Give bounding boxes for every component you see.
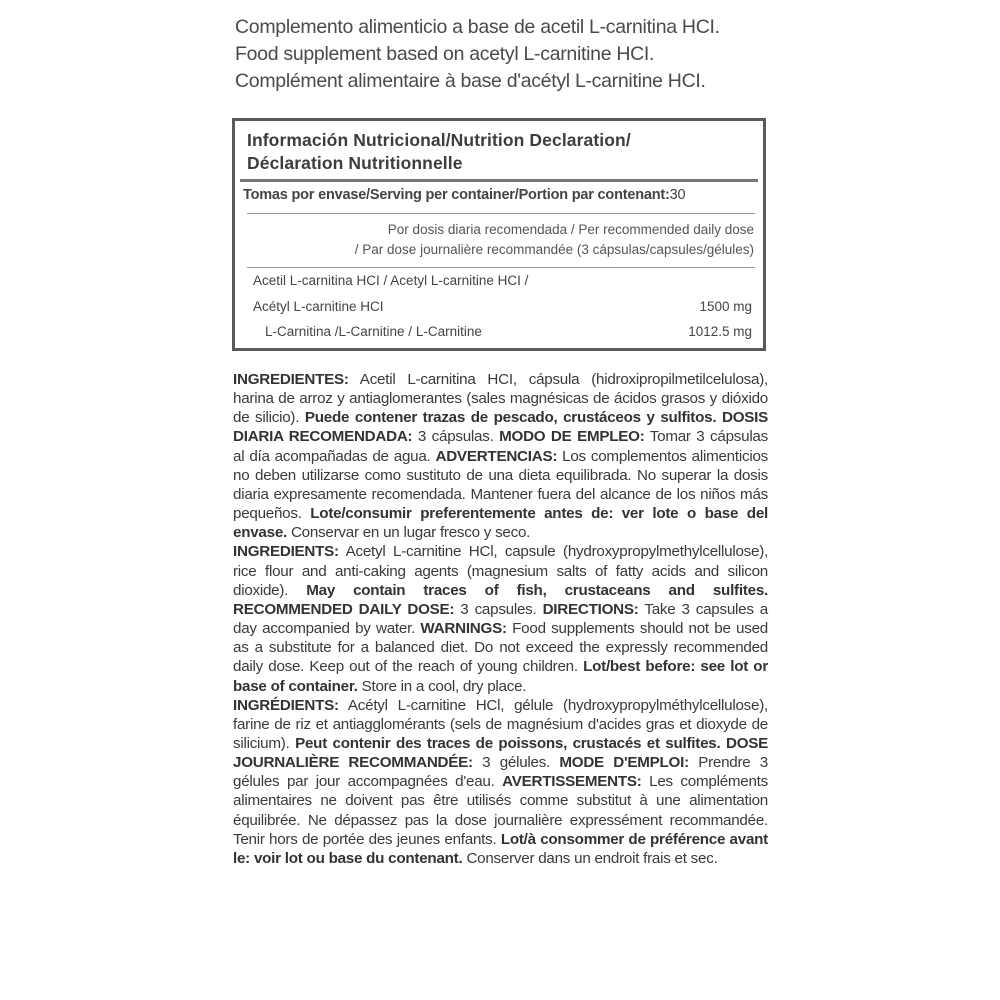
dose-header-line-2: / Par dose journalière recommandée (3 cápsulas/capsules/gélules): [354, 241, 754, 257]
warnings-text-en: Food supplements should not be used as a substitute for a balanced diet. Do not exceed the expressly recommended daily dose. Keep out of the reach of young children.: [233, 620, 768, 676]
nutrition-title-line-1: Información Nutricional/Nutrition Declaration/: [247, 130, 631, 150]
dose-text-en: 3 capsules.: [454, 600, 543, 618]
lot-label-es: Lote/consumir preferentemente antes de: ver lote o base del envase.: [233, 505, 768, 542]
servings-value: 30: [669, 187, 686, 203]
traces-en: May contain traces of fish, crustaceans and sulfites.: [306, 581, 768, 599]
ingredients-section: [233, 370, 768, 868]
usage-text-es: Tomar 3 cápsulas al día acompañadas de agua.: [233, 428, 768, 465]
paragraph-fr: [233, 696, 768, 868]
ingredients-label-fr: INGRÉDIENTS:: [233, 696, 339, 714]
traces-fr: Peut contenir des traces de poissons, crustacés et sulfites.: [295, 734, 721, 752]
traces-es: Puede contener trazas de pescado, crustáceos y sulfitos.: [304, 409, 717, 427]
storage-text-fr: Conserver dans un endroit frais et sec.: [462, 849, 718, 867]
paragraph-es: [233, 370, 768, 542]
dose-text-es: 3 cápsulas.: [412, 428, 500, 446]
storage-text-en: Store in a cool, dry place.: [357, 677, 527, 695]
nutrient-row-acetyl-l-carnitine-cont: [253, 299, 752, 314]
usage-label-fr: MODE D'EMPLOI:: [559, 754, 689, 772]
usage-label-es: MODO DE EMPLEO:: [499, 428, 645, 446]
thick-divider: [240, 179, 758, 182]
servings-per-container: [243, 187, 755, 203]
storage-text-es: Conservar en un lugar fresco y seco.: [286, 524, 531, 542]
divider: [247, 267, 755, 268]
warnings-label-fr: AVERTISSEMENTS:: [502, 773, 642, 791]
nutrient-label: L-Carnitina /L-Carnitine / L-Carnitine: [265, 324, 482, 339]
ingredients-text-es: Acetil L-carnitina HCI, cápsula (hidroxipropilmetilcelulosa), harina de arroz y antiaglomerantes (sales magnésicas de ácidos grasos y dióxido de silicio).: [233, 371, 768, 427]
product-description: [235, 14, 795, 95]
nutrient-row-acetyl-l-carnitine: [253, 273, 752, 288]
nutrition-title-line-2: Déclaration Nutritionnelle: [247, 153, 463, 173]
lot-label-fr: Lot/à consommer de préférence avant le: voir lot ou base du contenant.: [233, 830, 768, 867]
lot-label-en: Lot/best before: see lot or base of container.: [233, 658, 768, 695]
description-en: Food supplement based on acetyl L-carnitine HCI.: [235, 43, 655, 65]
dose-label-fr: DOSE JOURNALIÈRE RECOMMANDÉE:: [233, 734, 769, 772]
description-es: Complemento alimenticio a base de acetil L-carnitina HCI.: [235, 16, 720, 38]
description-fr: Complément alimentaire à base d'acétyl L-carnitine HCI.: [235, 70, 706, 92]
warnings-label-en: WARNINGS:: [420, 620, 507, 638]
divider: [247, 213, 755, 214]
ingredients-text-fr: Acétyl L-carnitine HCl, gélule (hydroxypropylméthylcellulose), farine de riz et antiagglomérants (sels de magnésium d'acides gras et dioxyde de silicium).: [233, 696, 768, 752]
nutrient-amount: 1500 mg: [699, 299, 752, 314]
warnings-text-es: Los complementos alimenticios no deben utilizarse como sustituto de una dieta equilibrada. No superar la dosis diaria expresamente recomendada. Mantener fuera del alcance de los niños más pequeños.: [233, 447, 768, 523]
usage-text-fr: Prendre 3 gélules par jour accompagnées d'eau.: [233, 754, 769, 791]
dose-text-fr: 3 gélules.: [472, 754, 560, 772]
nutrient-label: Acetil L-carnitina HCI / Acetyl L-carnitine HCI /: [253, 273, 529, 288]
nutrient-row-l-carnitine: [265, 324, 752, 339]
warnings-label-es: ADVERTENCIAS:: [435, 447, 558, 465]
directions-text-en: Take 3 capsules a day accompanied by water.: [233, 600, 768, 638]
nutrition-title: [247, 129, 631, 175]
nutrition-facts-panel: [232, 118, 766, 351]
dose-column-header: [355, 220, 754, 259]
dose-label-en: RECOMMENDED DAILY DOSE:: [233, 600, 455, 618]
warnings-text-fr: Les compléments alimentaires ne doivent pas être utilisés comme substitut à une alimentation équilibrée. Ne dépassez pas la dose journalière expressément recommandée. Tenir hors de portée des jeunes enfants.: [233, 773, 768, 848]
ingredients-label-es: INGREDIENTES:: [233, 371, 349, 388]
directions-label-en: DIRECTIONS:: [542, 600, 639, 618]
dose-header-line-1: Por dosis diaria recomendada / Per recommended daily dose: [387, 222, 754, 237]
ingredients-label-en: INGREDIENTS:: [233, 543, 339, 561]
servings-label: Tomas por envase/Serving per container/Portion par contenant:: [243, 187, 670, 203]
ingredients-text-en: Acetyl L-carnitine HCl, capsule (hydroxypropylmethylcellulose), rice flour and anti-caking agents (magnesium salts of fatty acids and silicon dioxide).: [233, 543, 768, 599]
nutrient-amount: 1012.5 mg: [688, 324, 752, 339]
paragraph-en: [233, 542, 768, 695]
nutrient-label: Acétyl L-carnitine HCI: [253, 299, 384, 314]
dose-label-es: DOSIS DIARIA RECOMENDADA:: [233, 409, 768, 446]
